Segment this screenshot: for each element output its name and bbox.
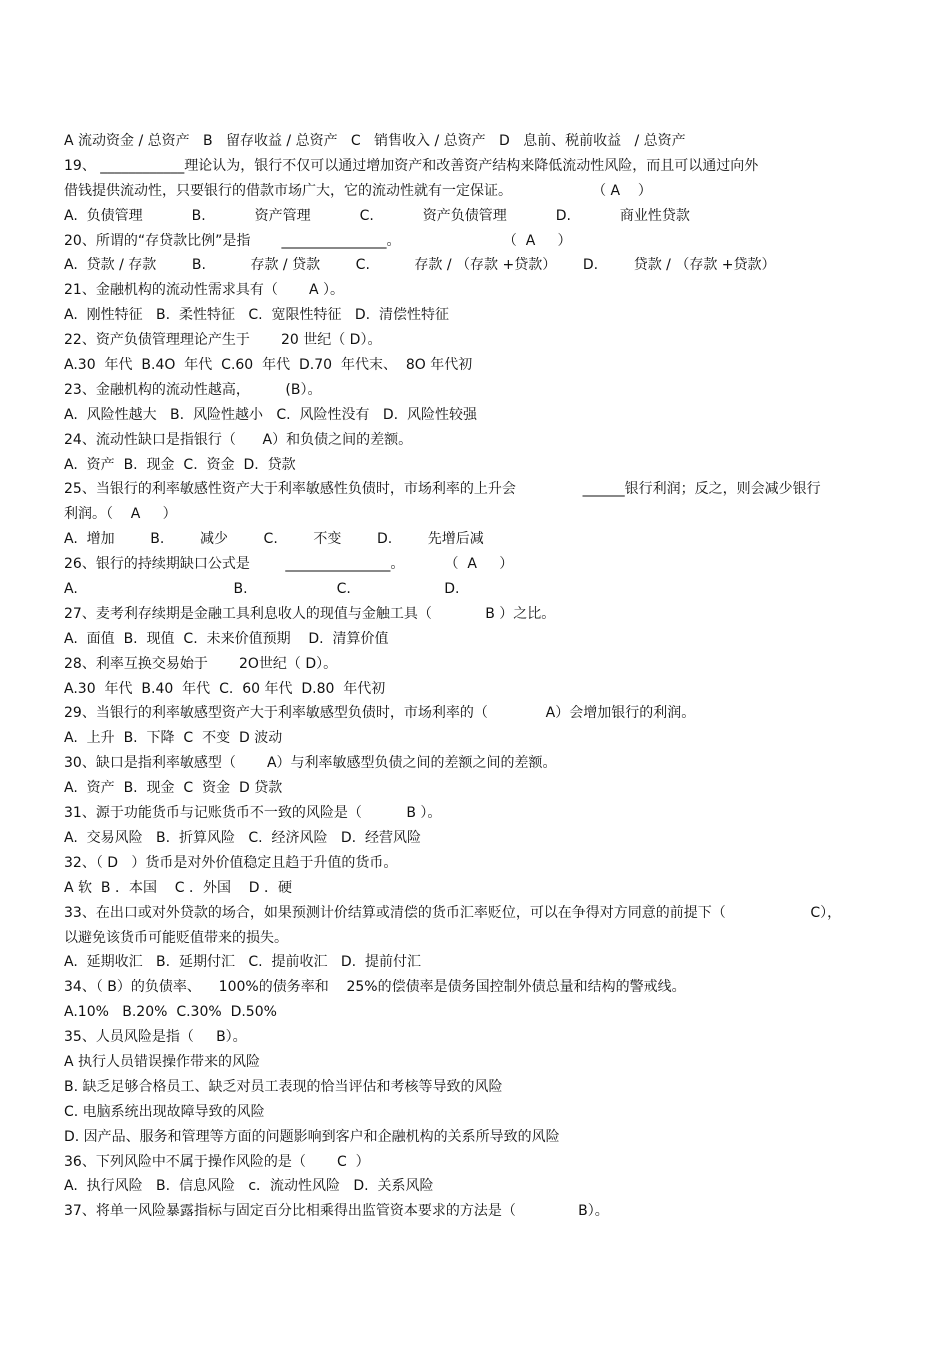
question-22: 22、资产负债管理理论产生于 20 世纪（ D）。 [64, 332, 382, 349]
question-26: 26、银行的持续期缺口公式是 _______________。 （ A ） [64, 556, 514, 573]
options-23: A. 风险性越大 B. 风险性越小 C. 风险性没有 D. 风险性较强 [64, 406, 477, 423]
options-34: A.10% B.20% C.30% D.50% [64, 1004, 277, 1021]
options-31: A. 交易风险 B. 折算风险 C. 经济风险 D. 经营风险 [64, 829, 421, 846]
options-25: A. 增加 B. 减少 C. 不变 D. 先增后减 [64, 531, 484, 548]
question-23: 23、金融机构的流动性越高， (B）。 [64, 381, 322, 398]
question-34: 34、（ B）的负债率、 100%的债务率和 25%的偿债率是债务国控制外债总量和结构的警戒线。 [64, 979, 686, 996]
question-25-cont: 利润。（ A ） [64, 506, 177, 523]
options-27: A. 面值 B. 现值 C. 未来价值预期 D. 清算价值 [64, 630, 389, 647]
question-31: 31、源于功能货币与记账货币不一致的风险是（ B ）。 [64, 805, 442, 822]
question-27: 27、麦考利存续期是金融工具利息收人的现值与金触工具（ B ）之比。 [64, 605, 556, 622]
document-page [64, 129, 894, 1224]
options-33: A. 延期收汇 B. 延期付汇 C. 提前收汇 D. 提前付汇 [64, 954, 421, 971]
question-28: 28、利率互换交易始于 2O世纪（ D）。 [64, 655, 338, 672]
options-28: A.30 年代 B.40 年代 C. 60 年代 D.80 年代初 [64, 680, 386, 697]
option-35-c: C. 电脑系统出现故障导致的风险 [64, 1103, 265, 1120]
question-29: 29、当银行的利率敏感型资产大于利率敏感型负债时，市场利率的（ A）会增加银行的利润。 [64, 705, 696, 722]
options-32: A 软 B ．本国 C ．外国 D ．硬 [64, 879, 293, 896]
options-26: A. B. C. D. [64, 581, 460, 598]
question-32: 32、（ D ）货币是对外价值稳定且趋于升值的货币。 [64, 854, 398, 871]
options-36: A. 执行风险 B. 信息风险 c．流动性风险 D. 关系风险 [64, 1178, 434, 1195]
question-37: 37、将单一风险暴露指标与固定百分比相乘得出监管资本要求的方法是（ B）。 [64, 1203, 609, 1220]
question-30: 30、缺口是指利率敏感型（ A）与利率敏感型负债之间的差额之间的差额。 [64, 755, 557, 772]
question-25: 25、当银行的利率敏感性资产大于利率敏感性负债时，市场利率的上升会 ______银行利润；反之，则会减少银行 [64, 481, 821, 498]
question-21: 21、金融机构的流动性需求具有（ A ）。 [64, 282, 344, 299]
question-19: 19、 ____________理论认为，银行不仅可以通过增加资产和改善资产结构来降低流动性风险，而且可以通过向外 [64, 157, 759, 174]
options-20: A. 贷款 / 存款 B. 存款 / 贷款 C. 存款 / （存款 +贷款） D. 贷款 / （存款 +贷款） [64, 257, 776, 274]
options-22: A.30 年代 B.4O 年代 C.60 年代 D.70 年代末、 8O 年代初 [64, 357, 473, 374]
options-19: A. 负债管理 B. 资产管理 C. 资产负债管理 D. 商业性贷款 [64, 207, 690, 224]
option-line-q18: A 流动资金 / 总资产 B 留存收益 / 总资产 C 销售收入 / 总资产 D 息前、税前收益 / 总资产 [64, 133, 686, 149]
question-35: 35、人员风险是指（ B）。 [64, 1029, 247, 1046]
option-35-a: A 执行人员错误操作带来的风险 [64, 1053, 261, 1070]
question-33: 33、在出口或对外贷款的场合，如果预测计价结算或清偿的货币汇率贬位，可以在争得对方同意的前提下（ C）， [64, 904, 842, 921]
options-21: A. 刚性特征 B. 柔性特征 C. 宽限性特征 D. 清偿性特征 [64, 307, 449, 324]
options-29: A. 上升 B. 下降 C 不变 D 波动 [64, 730, 283, 747]
question-36: 36、下列风险中不属于操作风险的是（ C ） [64, 1153, 370, 1170]
options-30: A. 资产 B. 现金 C 资金 D 贷款 [64, 780, 283, 797]
option-35-d: D. 因产品、服务和管理等方面的问题影响到客户和企融机构的关系所导致的风险 [64, 1128, 560, 1145]
options-24: A. 资产 B. 现金 C. 资金 D. 贷款 [64, 456, 296, 473]
question-20: 20、所谓的“存贷款比例”是指 _______________。 （ A ） [64, 232, 572, 249]
question-33-cont: 以避免该货币可能贬值带来的损失。 [64, 929, 288, 946]
question-19-cont: 借钱提供流动性，只要银行的借款市场广大，它的流动性就有一定保证。 （ A ） [64, 182, 652, 199]
question-24: 24、流动性缺口是指银行（ A）和负债之间的差额。 [64, 431, 413, 448]
option-35-b: B. 缺乏足够合格员工、缺乏对员工表现的恰当评估和考核等导致的风险 [64, 1078, 503, 1095]
